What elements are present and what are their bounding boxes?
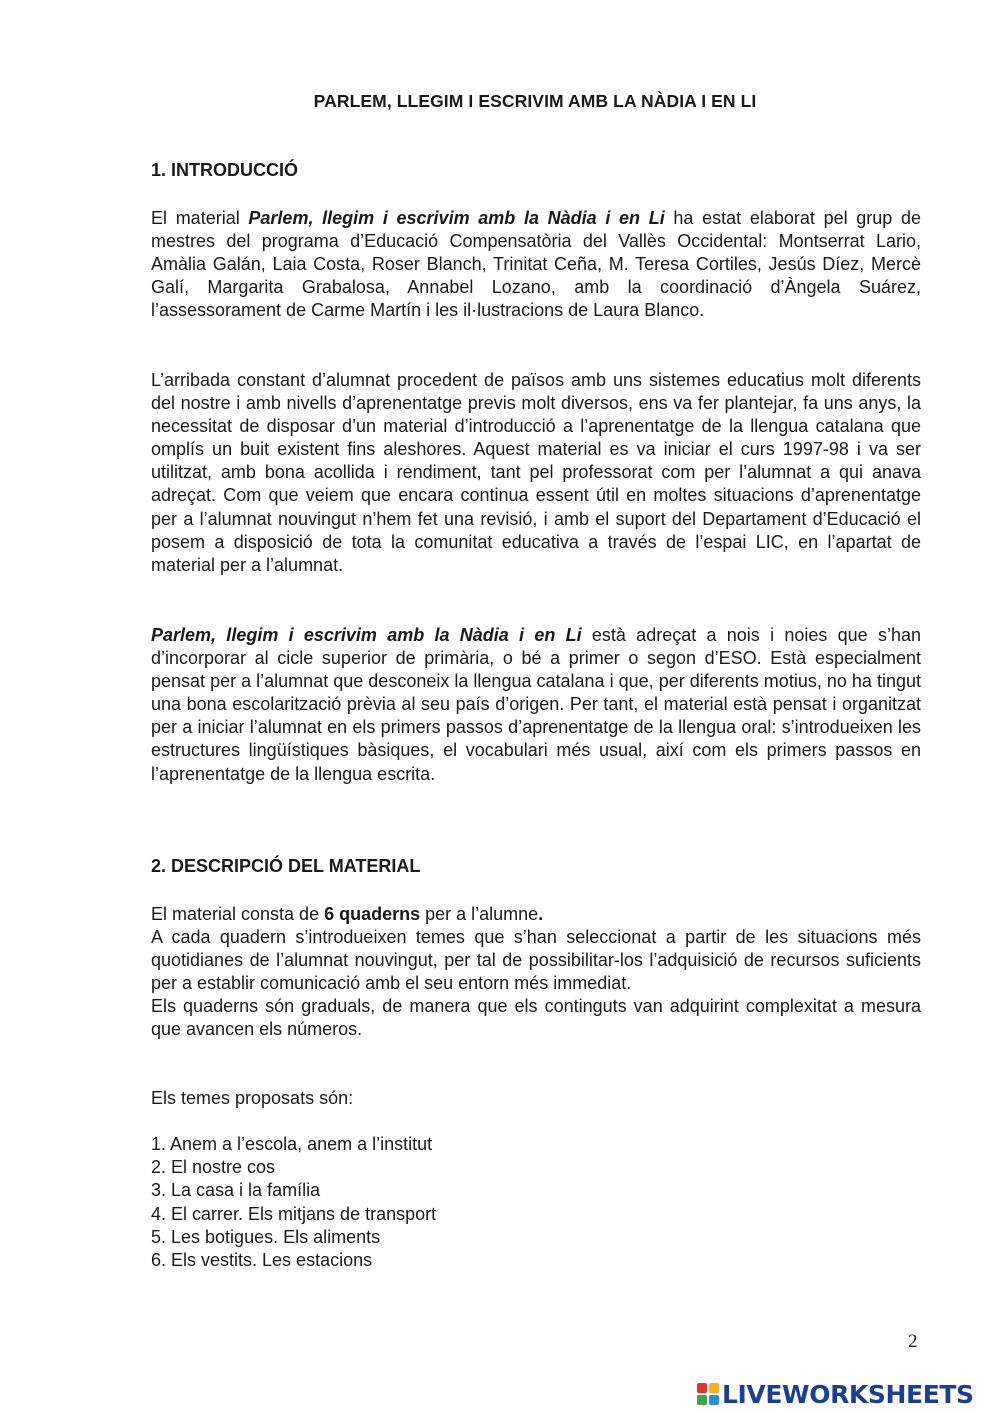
logo-square-yellow [709,1383,719,1393]
list-item: 4. El carrer. Els mitjans de transport [151,1203,437,1224]
logo-square-green [697,1395,707,1405]
description-line-1 [151,903,543,926]
page-number: 2 [908,1331,918,1352]
logo-square-red [697,1383,707,1393]
desc-line1-text-a: El material consta de [151,904,325,924]
material-title-emphasis-2: Parlem, llegim i escrivim amb la Nàdia i en Li [151,625,582,645]
section-heading-introduction: 1. INTRODUCCIÓ [151,160,299,180]
desc-line1-text-b: per a l’alumne [420,904,539,924]
intro-p3-text: està adreçat a nois i noies que s’han d’incorporar al cicle superior de primària, o bé a primer o segon d’ESO. Està especialment pensat per a l’alumnat que desconeix la llengua catalana i que, per diferents motius, no ha tingut una bona escolarització prèvia al seu país d’origen. Per tant, el material està pensat i organitzat per a iniciar l’alumnat en els primers passos d’aprenentatge de la llengua oral: s’introdueixen les estructures lingüístiques bàsiques, el vocabulari més usual, així com els primers passos en l’aprenentatge de la llengua escrita. [151,625,921,784]
intro-paragraph-3 [151,624,921,786]
section-heading-description: 2. DESCRIPCIÓ DEL MATERIAL [151,856,421,876]
description-paragraph-1: A cada quadern s’introdueixen temes que s’han seleccionat a partir de les situacions més quotidianes de l’alumnat nouvingut, per tal de possibilitar-los l’adquisició de recursos suficients per a establir comunicació amb el seu entorn més immediat. [151,927,921,994]
logo-square-blue [709,1395,719,1405]
list-item: 1. Anem a l’escola, anem a l’institut [151,1134,433,1154]
liveworksheets-logo-text: LIVEWORKSHEETS [722,1379,974,1409]
intro-p1-text-b: ha estat elaborat pel grup de mestres del programa d’Educació Compensatòria del Vallès Occidental: Montserrat Lario, Amàlia Galán, Laia Costa, Roser Blanch, Trinitat Ceña, M. Teresa Cortiles, Jesús Díez, Mercè Galí, Margarita Grabalosa, Annabel Lozano, amb la coordinació d’Àngela Suárez, l’assessorament de Carme Martín i les il·lustracions de Laura Blanco. [151,208,922,321]
list-item: 2. El nostre cos [151,1157,276,1178]
topics-intro: Els temes proposats són: [151,1088,354,1108]
intro-p1-text-a: El material [151,208,249,228]
topics-list [151,1133,436,1272]
list-item: 5. Les botigues. Els aliments [151,1226,381,1247]
liveworksheets-logo-icon [697,1383,719,1405]
quaderns-count: 6 quaderns [324,904,421,924]
document-title: PARLEM, LLEGIM I ESCRIVIM AMB LA NÀDIA I EN LI [313,91,757,111]
intro-paragraph-1 [151,207,921,322]
intro-paragraph-2: L’arribada constant d’alumnat procedent de països amb uns sistemes educatius molt diferents del nostre i amb nivells d’aprenentatge previs molt diversos, ens va fer plantejar, fa uns anys, la necessitat de disposar d’un material d’introducció a l’aprenentatge de la llengua catalana que omplís un buit existent fins aleshores. Aquest material es va iniciar el curs 1997-98 i va ser utilitzat, amb bona acollida i rendiment, tant pel professorat com per l’alumnat a qui anava adreçat. Com que veiem que encara continua essent útil en moltes situacions d’aprenentatge per a l’alumnat nouvingut n’hem fet una revisió, i amb el suport del Departament d’Educació el posem a disposició de tota la comunitat educativa a través de l’espai LIC, en l’apartat de material per a l’alumnat. [151,370,921,575]
material-title-emphasis: Parlem, llegim i escrivim amb la Nàdia i en Li [248,208,665,228]
description-paragraph-2: Els quaderns són graduals, de manera que els continguts van adquirint complexitat a mesura que avancen els números. [151,996,921,1040]
liveworksheets-logo[interactable] [697,1379,974,1409]
list-item: 6. Els vestits. Les estacions [151,1250,373,1271]
list-item: 3. La casa i la família [151,1180,321,1201]
desc-line1-dot: . [538,904,544,924]
